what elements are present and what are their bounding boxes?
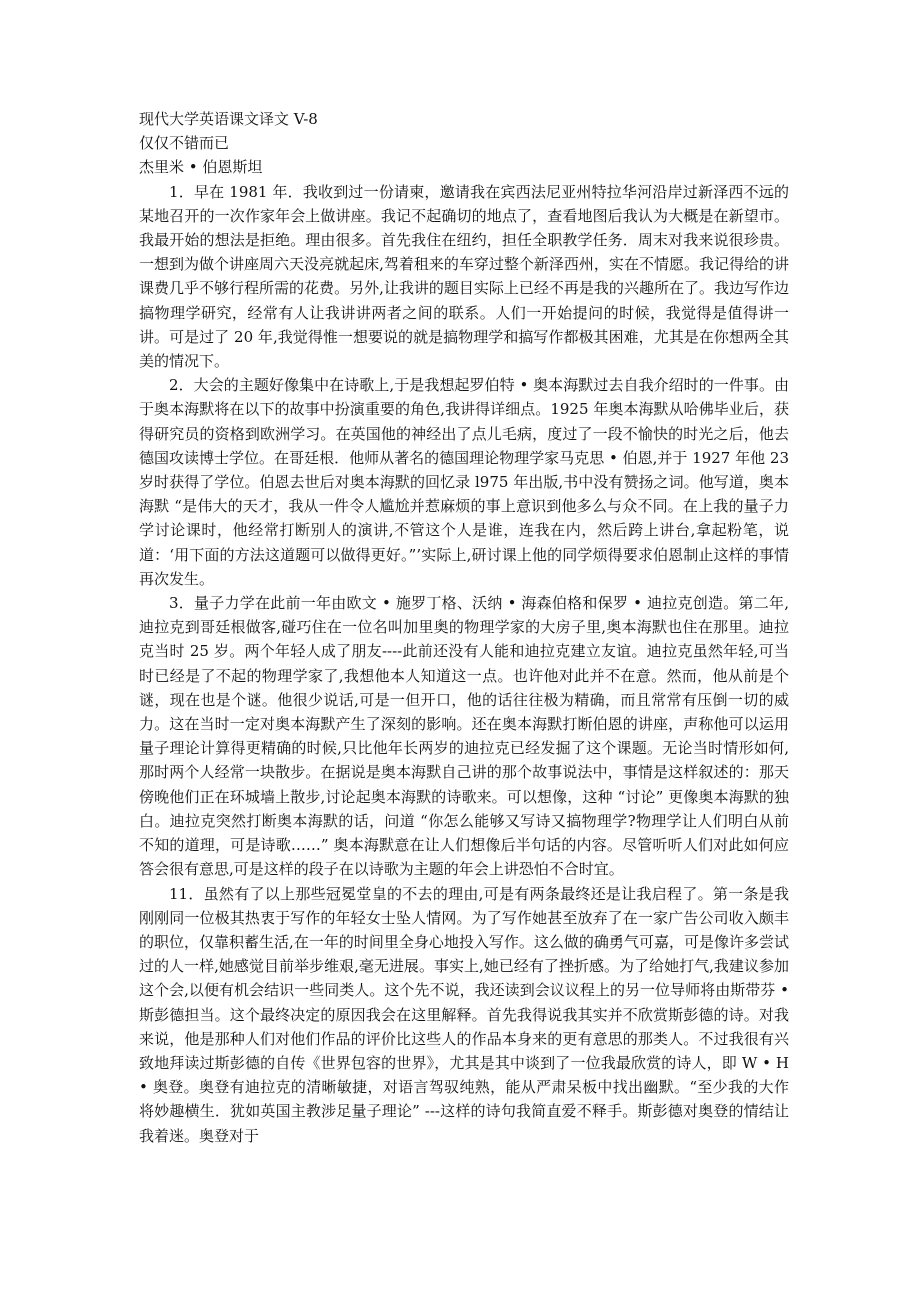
paragraph-11: 11．虽然有了以上那些冠冕堂皇的不去的理由,可是有两条最终还是让我启程了。第一条是我刚刚同一位极其热衷于写作的年轻女士坠人情网。为了写作她甚至放弃了在一家广告公司收入颇丰的职位，仅靠积蓄生活,在一年的时间里全身心地投入写作。这么做的确勇气可嘉，可是像许多尝试过的人一样,她感觉目前举步维艰,毫无进展。事实上,她已经有了挫折感。为了给她打气,我建议参加这个会,以便有机会结识一些同类人。这个先不说，我还读到会议议程上的另一位导师将由斯带芬 • 斯彭德担当。这个最终决定的原因我会在这里解释。首先我得说我其实并不欣赏斯彭德的诗。对我来说，他是那种人们对他们作品的评价比这些人的作品本身来的更有意思的那类人。不过我很有兴致地拜读过斯彭德的自传《世界包容的世界》，尤其是其中谈到了一位我最欣赏的诗人，即 W • H • 奥登。奥登有迪拉克的清晰敏捷，对语言驾驭纯熟，能从严肃呆板中找出幽默。“至少我的大作将妙趣横生．犹如英国主教涉足量子理论” ---这样的诗句我简直爱不释手。斯彭德对奥登的情结让我着迷。奥登对于 (139, 884, 789, 1145)
document-page (139, 107, 789, 1148)
paragraph-1: 1．早在 1981 年．我收到过一份请柬，邀请我在宾西法尼亚州特拉华河沿岸过新泽西不远的某地召开的一次作家年会上做讲座。我记不起确切的地点了，查看地图后我认为大概是在新望市。我最开始的想法是拒绝。理由很多。首先我住在纽约，担任全职教学任务．周末对我来说很珍贵。一想到为做个讲座周六天没亮就起床,驾着租来的车穿过整个新泽西州，实在不情愿。我记得给的讲课费几乎不够行程所需的花费。另外,让我讲的题目实际上已经不再是我的兴趣所在了。我边写作边搞物理学研究，经常有人让我讲讲两者之间的联系。人们一开始提问的时候，我觉得是值得讲一讲。可是过了 20 年,我觉得惟一想要说的就是搞物理学和搞写作都极其困难，尤其是在你想两全其美的情况下。 (139, 182, 789, 371)
paragraph-2: 2．大会的主题好像集中在诗歌上,于是我想起罗伯特 • 奥本海默过去自我介绍时的一件事。由于奥本海默将在以下的故事中扮演重要的角色,我讲得详细点。1925 年奥本海默从哈佛毕业后，获得研究员的资格到欧洲学习。在英国他的神经出了点儿毛病，度过了一段不愉快的时光之后，他去德国攻读博士学位。在哥廷根．他师从著名的德国理论物理学家马克思 • 伯恩,并于 1927 年他 23 岁时获得了学位。伯恩去世后对奥本海默的回忆录 l975 年出版,书中没有赞扬之词。他写道，奥本海默 “是伟大的天才，我从一件令人尴尬并惹麻烦的事上意识到他多么与众不同。在上我的量子力学讨论课时，他经常打断别人的演讲,不管这个人是谁，连我在内，然后跨上讲台,拿起粉笔，说道：‘用下面的方法这道题可以做得更好。”’实际上,研讨课上他的同学烦得要求伯恩制止这样的事情再次发生。 (139, 376, 789, 588)
document-subtitle: 仅仅不错而已 (139, 134, 230, 153)
document-author: 杰里米 • 伯恩斯坦 (139, 158, 263, 177)
paragraph-3: 3．量子力学在此前一年由欧文 • 施罗丁格、沃纳 • 海森伯格和保罗 • 迪拉克创造。第二年,迪拉克到哥廷根做客,碰巧住在一位名叫加里奥的物理学家的大房子里,奥本海默也住在那里。迪拉克当时 25 岁。两个年轻人成了朋友----此前还没有人能和迪拉克建立友谊。迪拉克虽然年轻,可当时已经是了不起的物理学家了,我想他本人知道这一点。也许他对此并不在意。然而，他从前是个谜，现在也是个谜。他很少说话,可是一但开口，他的话往往极为精确，而且常常有压倒一切的威力。这在当时一定对奥本海默产生了深刻的影响。还在奥本海默打断伯恩的讲座，声称他可以运用量子理论计算得更精确的时候,只比他年长两岁的迪拉克已经发掘了这个课题。无论当时情形如何,那时两个人经常一块散步。在据说是奥本海默自己讲的那个故事说法中，事情是这样叙述的：那天傍晚他们正在环城墙上散步,讨论起奥本海默的诗歌来。可以想像，这种 “讨论” 更像奥本海默的独白。迪拉克突然打断奥本海默的话，问道 “你怎么能够又写诗又搞物理学?物理学让人们明白从前不知的道理，可是诗歌……” 奥本海默意在让人们想像后半句话的内容。尽管听听人们对此如何应答会很有意思,可是这样的段子在以诗歌为主题的年会上讲恐怕不合时宜。 (139, 594, 789, 879)
document-title: 现代大学英语课文译文 V-8 (139, 110, 318, 128)
